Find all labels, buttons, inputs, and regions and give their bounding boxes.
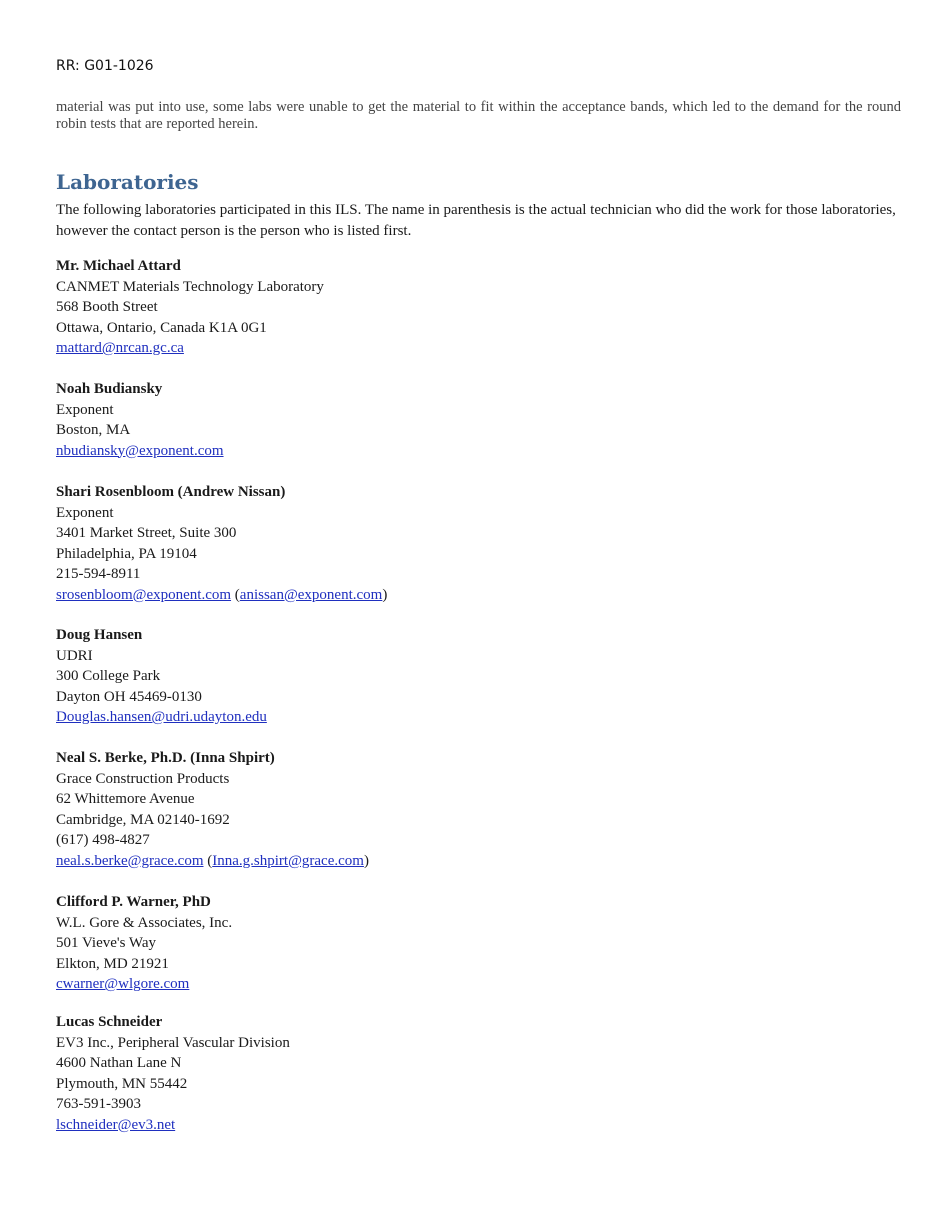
contact-line: Grace Construction Products	[56, 770, 230, 787]
contact-line: 501 Vieve's Way	[56, 935, 157, 951]
contact-block	[56, 1012, 290, 1135]
contact-email-link[interactable]: neal.s.berke@grace.com	[56, 852, 204, 869]
section-lead-paragraph: The following laboratories participated in this ILS. The name in parenthesis is the actual technician who did the work for those laboratories, however the contact person is the person who is listed first.	[56, 202, 896, 239]
contact-line: 763-591-3903	[56, 1096, 141, 1112]
technician-email-link[interactable]: Inna.g.shpirt@grace.com	[212, 852, 364, 869]
contact-email-link[interactable]: cwarner@wlgore.com	[56, 976, 190, 992]
contact-email-link[interactable]: nbudiansky@exponent.com	[56, 442, 224, 459]
contact-line: EV3 Inc., Peripheral Vascular Division	[56, 1034, 290, 1051]
contact-line: Cambridge, MA 02140-1692	[56, 811, 230, 828]
contact-line: UDRI	[56, 647, 93, 664]
contact-line: Exponent	[56, 401, 114, 418]
contact-name: Doug Hansen	[56, 627, 143, 643]
contact-block	[56, 625, 267, 728]
contact-line: 3401 Market Street, Suite 300	[56, 525, 237, 541]
contact-line: 568 Booth Street	[56, 299, 158, 315]
contact-line: W.L. Gore & Associates, Inc.	[56, 914, 233, 931]
contact-block	[56, 379, 224, 461]
contact-line: Philadelphia, PA 19104	[56, 545, 197, 562]
contact-line: 215-594-8911	[56, 566, 141, 582]
contact-line: Dayton OH 45469-0130	[56, 688, 202, 705]
contact-name: Lucas Schneider	[56, 1014, 163, 1030]
contact-line: 62 Whittemore Avenue	[56, 791, 195, 807]
contact-name: Clifford P. Warner, PhD	[56, 894, 211, 910]
contact-name: Mr. Michael Attard	[56, 258, 181, 274]
contact-block	[56, 892, 232, 995]
technician-email-link[interactable]: anissan@exponent.com	[239, 586, 383, 603]
contact-line: Elkton, MD 21921	[56, 955, 169, 972]
contact-email-link[interactable]: lschneider@ev3.net	[56, 1116, 176, 1133]
contact-line: CANMET Materials Technology Laboratory	[56, 278, 324, 295]
contact-block: Shari Rosenbloom (Andrew Nissan) Exponent 3401 Market Street, Suite 300 Philadelphia, PA 19104 215-594-8911 srosenbloom@exponent.com (anissan@exponent.com)	[56, 484, 388, 603]
section-title: Laboratories	[56, 170, 199, 194]
contact-email-link[interactable]: mattard@nrcan.gc.ca	[56, 340, 184, 356]
contact-line: Plymouth, MN 55442	[56, 1075, 188, 1092]
contact-email-link[interactable]: srosenbloom@exponent.com	[56, 586, 232, 603]
contact-line: 4600 Nathan Lane N	[56, 1055, 182, 1071]
contact-block	[56, 256, 324, 359]
intro-paragraph: material was put into use, some labs were unable to get the material to fit within the acceptance bands, which led to the demand for the round robin tests that are reported herein.	[56, 99, 901, 132]
contact-block: Neal S. Berke, Ph.D. (Inna Shpirt) Grace Construction Products 62 Whittemore Avenue Cambridge, MA 02140-1692 (617) 498-4827 neal.s.berke@grace.com (Inna.g.shpirt@grace.com)	[56, 750, 369, 869]
contact-line: Ottawa, Ontario, Canada K1A 0G1	[56, 319, 267, 336]
contact-line: Boston, MA	[56, 422, 131, 438]
contact-line: (617) 498-4827	[56, 832, 150, 848]
contact-name: Neal S. Berke, Ph.D. (Inna Shpirt)	[56, 750, 275, 766]
contact-name: Shari Rosenbloom (Andrew Nissan)	[56, 484, 286, 500]
contact-line: 300 College Park	[56, 668, 161, 684]
contact-line: Exponent	[56, 504, 114, 521]
contact-email-link[interactable]: Douglas.hansen@udri.udayton.edu	[56, 709, 267, 725]
report-id-header: RR: G01-1026	[56, 58, 154, 74]
contact-name: Noah Budiansky	[56, 381, 163, 397]
